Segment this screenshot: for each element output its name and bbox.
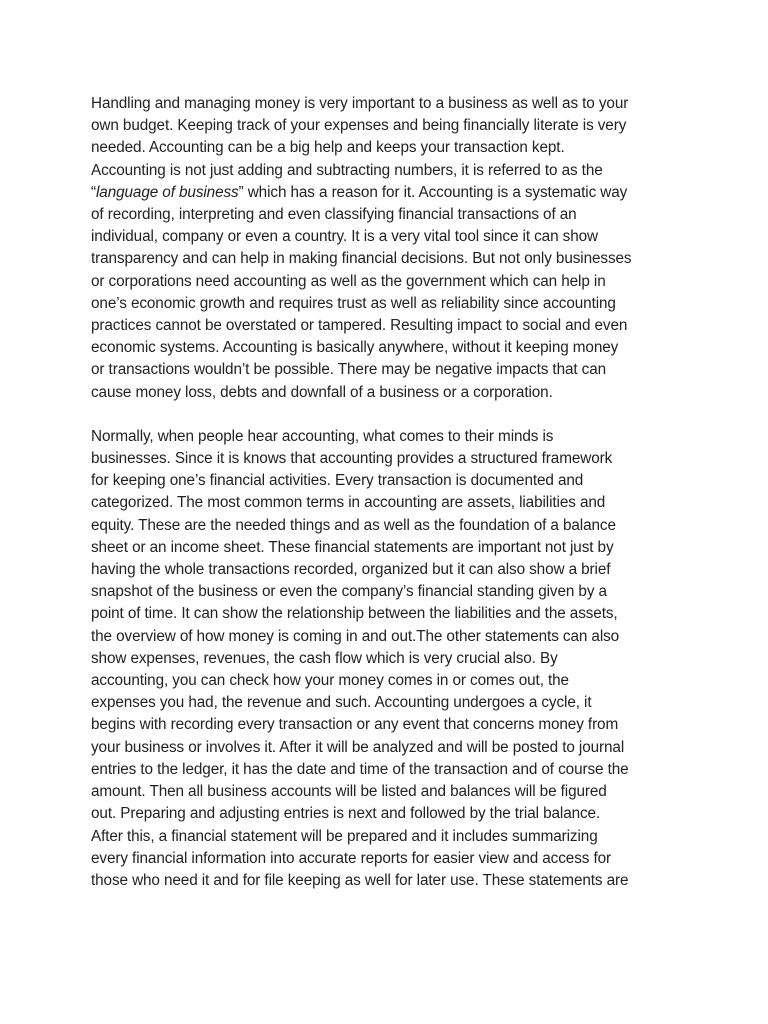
text-line: Accounting is not just adding and subtracting numbers, it is referred to as the bbox=[91, 161, 603, 179]
text-line: categorized. The most common terms in accounting are assets, liabilities and bbox=[91, 494, 606, 512]
text-line: of recording, interpreting and even classifying financial transactions of an bbox=[91, 206, 577, 224]
text-segment: ” which has a reason for it. Accounting is a systematic way bbox=[238, 183, 628, 201]
text-line: out. Preparing and adjusting entries is next and followed by the trial balance. bbox=[91, 805, 601, 823]
text-line: amount. Then all business accounts will be listed and balances will be figured bbox=[91, 783, 607, 801]
text-line: needed. Accounting can be a big help and keeps your transaction kept. bbox=[91, 139, 565, 157]
text-line: individual, company or even a country. It is a very vital tool since it can show bbox=[91, 228, 598, 246]
text-line: your business or involves it. After it will be analyzed and will be posted to journal bbox=[91, 738, 625, 756]
text-line: snapshot of the business or even the company’s financial standing given by a bbox=[91, 583, 607, 601]
text-line bbox=[91, 182, 681, 204]
paragraph bbox=[91, 93, 681, 404]
text-line: businesses. Since it is knows that accounting provides a structured framework bbox=[91, 450, 613, 468]
text-line: Handling and managing money is very important to a business as well as to your bbox=[91, 95, 629, 112]
text-line: the overview of how money is coming in and out.The other statements can also bbox=[91, 627, 620, 645]
italic-phrase: language of business bbox=[96, 183, 239, 201]
text-line: economic systems. Accounting is basically anywhere, without it keeping money bbox=[91, 339, 619, 357]
text-line: own budget. Keeping track of your expenses and being financially literate is very bbox=[91, 117, 627, 135]
document-body bbox=[91, 93, 681, 892]
text-line: for keeping one’s financial activities. Every transaction is documented and bbox=[91, 472, 584, 490]
text-line: practices cannot be overstated or tampered. Resulting impact to social and even bbox=[91, 317, 628, 335]
text-line: or corporations need accounting as well as the government which can help in bbox=[91, 272, 606, 290]
text-line: entries to the ledger, it has the date and time of the transaction and of course the bbox=[91, 760, 629, 778]
text-line: every financial information into accurate reports for easier view and access for bbox=[91, 849, 611, 867]
text-line: point of time. It can show the relationship between the liabilities and the assets, bbox=[91, 605, 618, 623]
text-line: show expenses, revenues, the cash flow which is very crucial also. By bbox=[91, 649, 558, 667]
text-line: sheet or an income sheet. These financial statements are important not just by bbox=[91, 538, 614, 556]
text-line: those who need it and for file keeping as well for later use. These statements are bbox=[91, 871, 629, 889]
text-segment: “ bbox=[91, 183, 96, 201]
text-line: having the whole transactions recorded, organized but it can also show a brief bbox=[91, 561, 611, 579]
text-line: After this, a financial statement will be prepared and it includes summarizing bbox=[91, 827, 598, 845]
document-page bbox=[91, 93, 681, 892]
text-line: expenses you had, the revenue and such. Accounting undergoes a cycle, it bbox=[91, 694, 592, 712]
text-line: Normally, when people hear accounting, what comes to their minds is bbox=[91, 427, 554, 445]
text-line: transparency and can help in making financial decisions. But not only businesses bbox=[91, 250, 632, 268]
text-line: accounting, you can check how your money comes in or comes out, the bbox=[91, 672, 569, 690]
text-line: begins with recording every transaction or any event that concerns money from bbox=[91, 716, 619, 734]
text-line: one’s economic growth and requires trust as well as reliability since accounting bbox=[91, 294, 616, 312]
text-line: equity. These are the needed things and as well as the foundation of a balance bbox=[91, 516, 616, 534]
paragraph bbox=[91, 426, 681, 892]
text-line: cause money loss, debts and downfall of a business or a corporation. bbox=[91, 383, 553, 401]
text-line: or transactions wouldn’t be possible. There may be negative impacts that can bbox=[91, 361, 607, 379]
